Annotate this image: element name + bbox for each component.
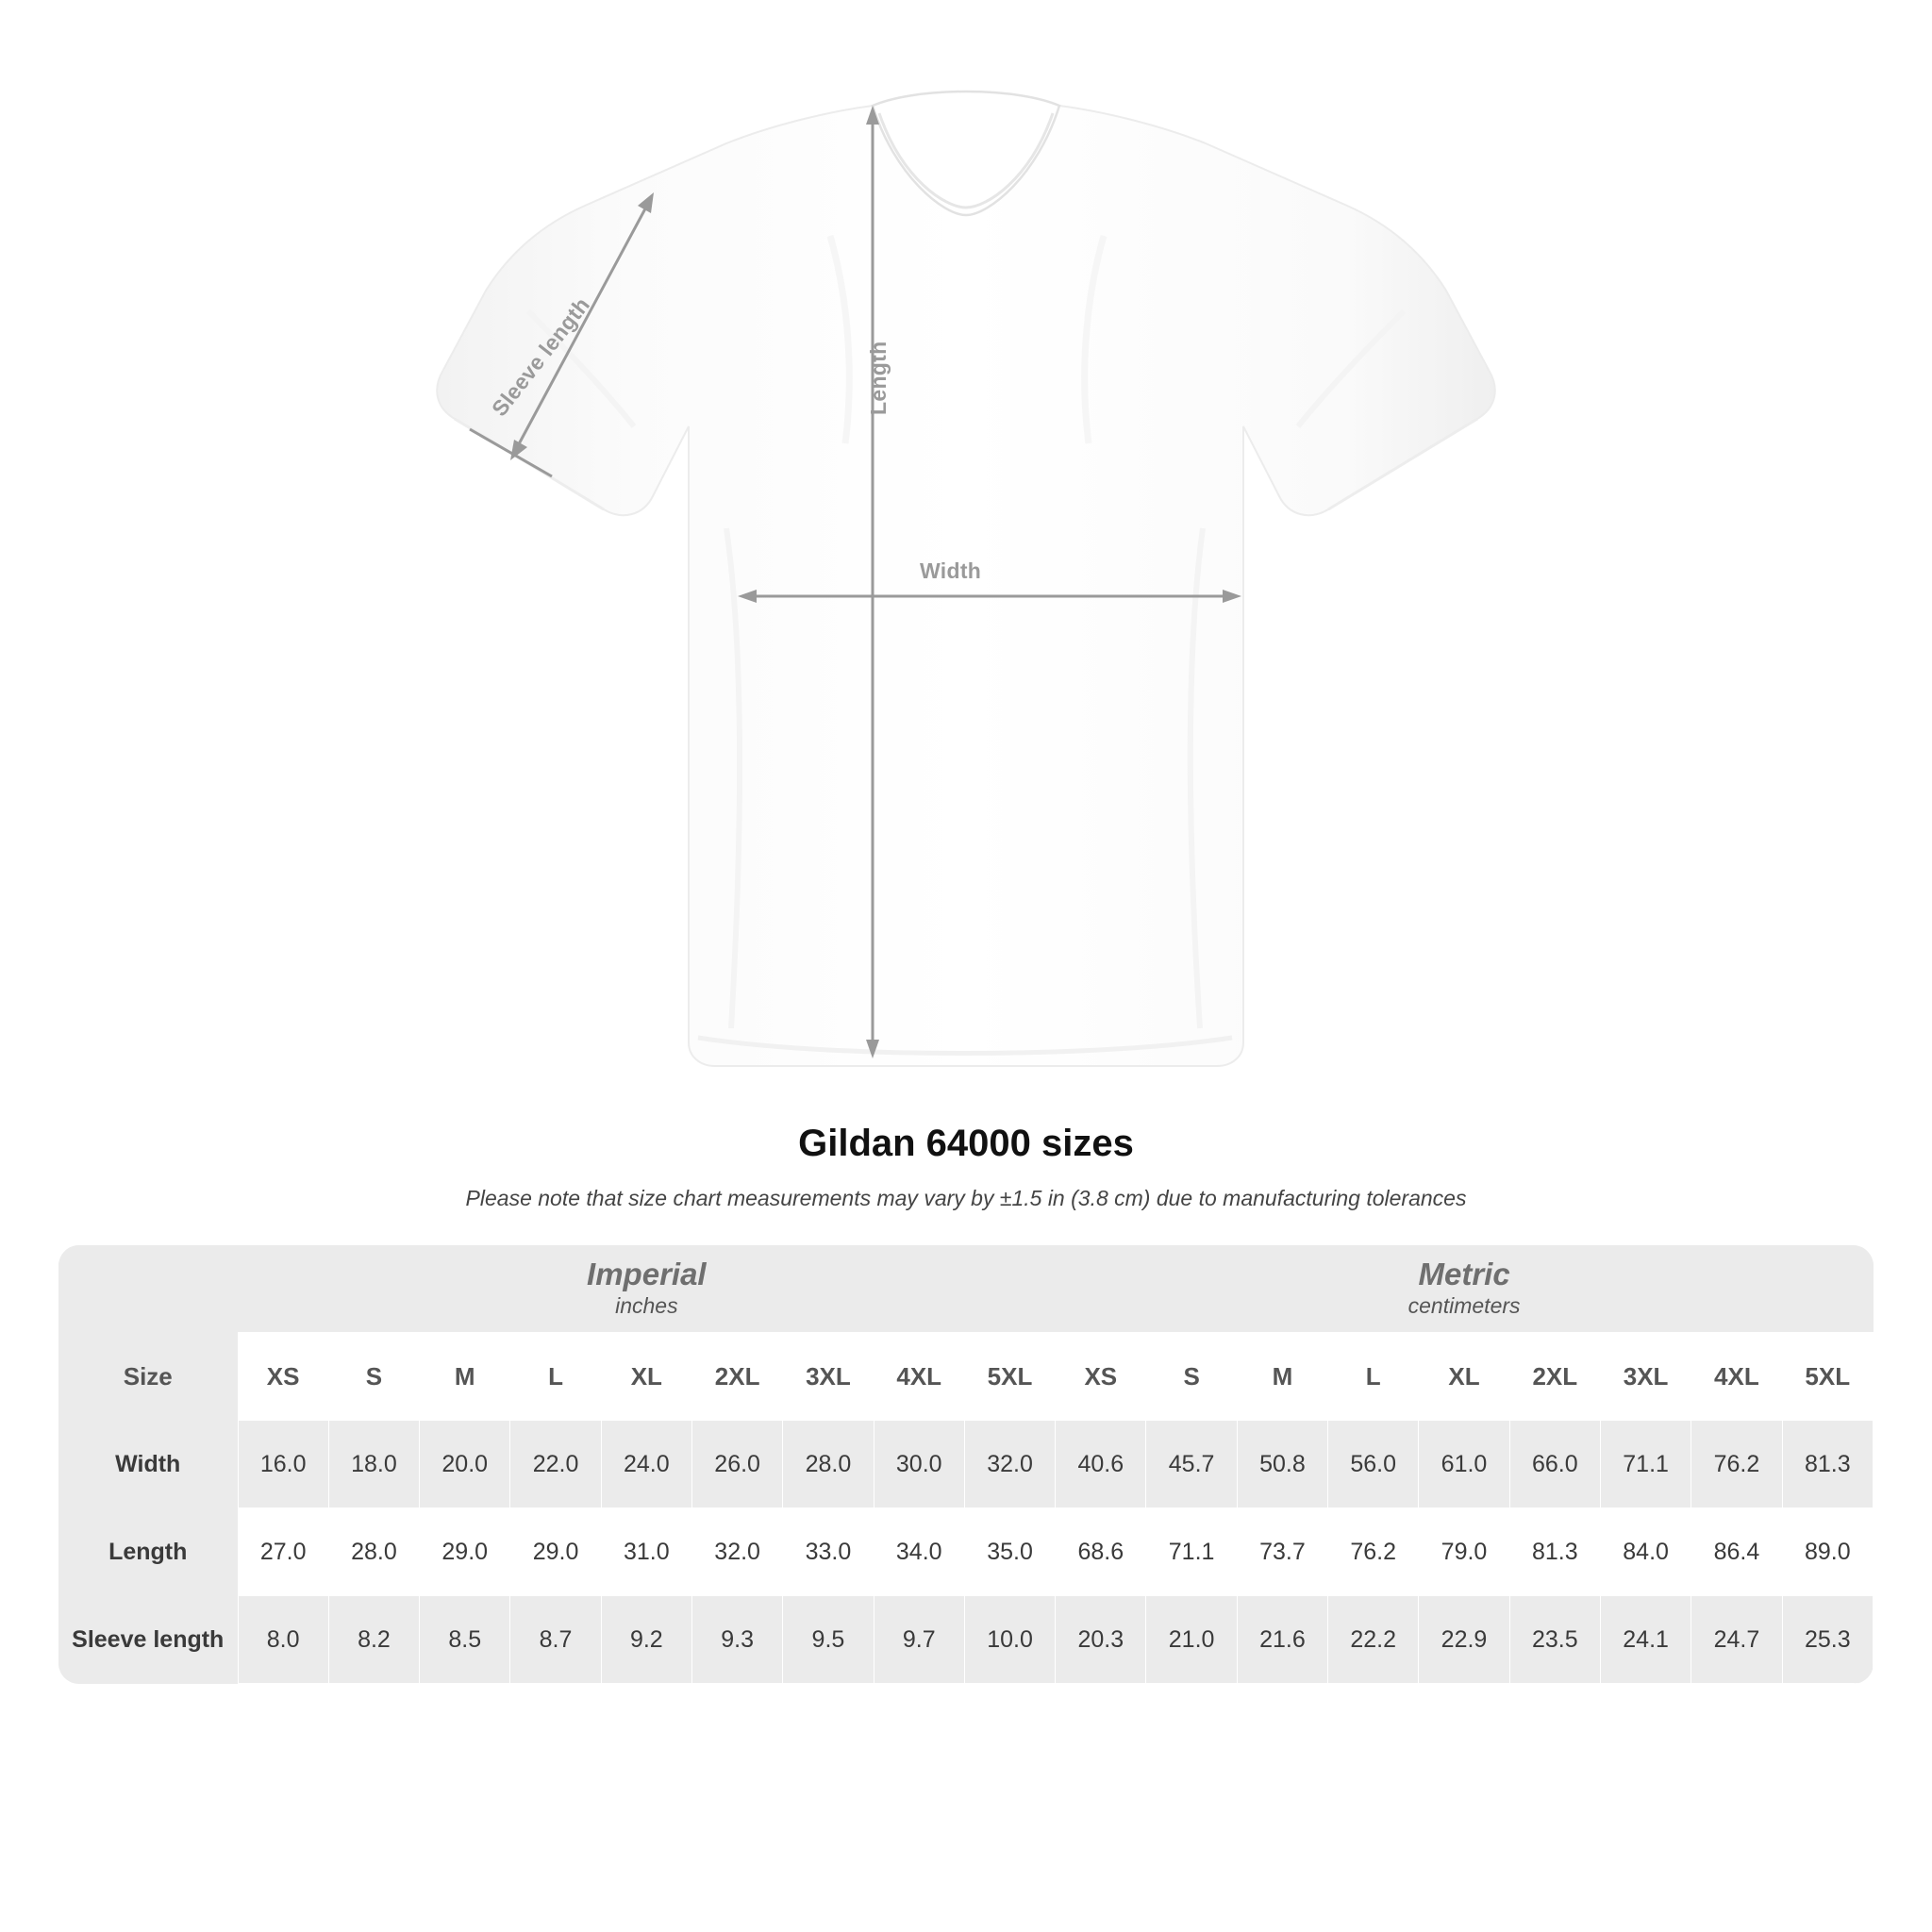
- table-cell: 26.0: [691, 1421, 782, 1508]
- title-block: [0, 1123, 1932, 1211]
- imperial-unit-label: inches: [615, 1293, 678, 1319]
- table-cell: 18.0: [328, 1421, 419, 1508]
- table-cell: 71.1: [1146, 1508, 1237, 1596]
- table-cell: 50.8: [1237, 1421, 1327, 1508]
- size-header-cell: XL: [1419, 1333, 1509, 1421]
- row-label-width: Width: [58, 1421, 238, 1508]
- imperial-header: [238, 1245, 1056, 1333]
- table-cell: 76.2: [1328, 1508, 1419, 1596]
- size-header-cell: XL: [601, 1333, 691, 1421]
- table-row: [58, 1508, 1874, 1596]
- table-cell: 8.7: [510, 1596, 601, 1684]
- table-cell: 31.0: [601, 1508, 691, 1596]
- row-label-sleeve-length: Sleeve length: [58, 1596, 238, 1684]
- unit-header-row: [58, 1245, 1874, 1333]
- size-header-cell: 3XL: [783, 1333, 874, 1421]
- size-header-cell: L: [1328, 1333, 1419, 1421]
- size-header-cell: S: [1146, 1333, 1237, 1421]
- table-cell: 30.0: [874, 1421, 964, 1508]
- table-cell: 61.0: [1419, 1421, 1509, 1508]
- table-cell: 24.1: [1600, 1596, 1690, 1684]
- table-cell: 21.0: [1146, 1596, 1237, 1684]
- table-cell: 81.3: [1509, 1508, 1600, 1596]
- size-header-cell: 5XL: [964, 1333, 1055, 1421]
- table-cell: 8.0: [238, 1596, 328, 1684]
- size-header-cell: 5XL: [1782, 1333, 1873, 1421]
- table-cell: 68.6: [1056, 1508, 1146, 1596]
- table-cell: 71.1: [1600, 1421, 1690, 1508]
- row-label-length: Length: [58, 1508, 238, 1596]
- size-header-cell: M: [1237, 1333, 1327, 1421]
- size-header-cell: 4XL: [874, 1333, 964, 1421]
- table-cell: 22.2: [1328, 1596, 1419, 1684]
- table-cell: 9.2: [601, 1596, 691, 1684]
- imperial-system-label: Imperial: [587, 1257, 707, 1292]
- table-cell: 10.0: [964, 1596, 1055, 1684]
- table-cell: 25.3: [1782, 1596, 1873, 1684]
- size-table: [58, 1245, 1874, 1684]
- size-header-cell: 3XL: [1600, 1333, 1690, 1421]
- table-cell: 84.0: [1600, 1508, 1690, 1596]
- table-cell: 79.0: [1419, 1508, 1509, 1596]
- table-cell: 32.0: [691, 1508, 782, 1596]
- size-header-row: [58, 1333, 1874, 1421]
- length-dimension-label: Length: [866, 341, 891, 415]
- table-cell: 9.7: [874, 1596, 964, 1684]
- table-corner: [58, 1245, 238, 1333]
- table-cell: 76.2: [1691, 1421, 1782, 1508]
- table-cell: 33.0: [783, 1508, 874, 1596]
- size-header-cell: L: [510, 1333, 601, 1421]
- table-cell: 29.0: [420, 1508, 510, 1596]
- table-cell: 32.0: [964, 1421, 1055, 1508]
- metric-header: [1056, 1245, 1874, 1333]
- table-cell: 21.6: [1237, 1596, 1327, 1684]
- size-header-cell: S: [328, 1333, 419, 1421]
- size-header-cell: XS: [1056, 1333, 1146, 1421]
- table-cell: 8.2: [328, 1596, 419, 1684]
- table-cell: 34.0: [874, 1508, 964, 1596]
- table-cell: 9.3: [691, 1596, 782, 1684]
- table-cell: 22.9: [1419, 1596, 1509, 1684]
- size-header-cell: XS: [238, 1333, 328, 1421]
- table-cell: 8.5: [420, 1596, 510, 1684]
- table-cell: 27.0: [238, 1508, 328, 1596]
- table-cell: 35.0: [964, 1508, 1055, 1596]
- table-cell: 29.0: [510, 1508, 601, 1596]
- size-header-cell: M: [420, 1333, 510, 1421]
- table-cell: 45.7: [1146, 1421, 1237, 1508]
- table-cell: 23.5: [1509, 1596, 1600, 1684]
- metric-unit-label: centimeters: [1407, 1293, 1521, 1319]
- metric-system-label: Metric: [1418, 1257, 1510, 1292]
- table-cell: 22.0: [510, 1421, 601, 1508]
- tolerance-note: Please note that size chart measurements may vary by ±1.5 in (3.8 cm) due to manufacturing tolerances: [465, 1186, 1467, 1210]
- size-header-cell: 4XL: [1691, 1333, 1782, 1421]
- table-cell: 9.5: [783, 1596, 874, 1684]
- table-cell: 73.7: [1237, 1508, 1327, 1596]
- table-cell: 24.0: [601, 1421, 691, 1508]
- table-cell: 24.7: [1691, 1596, 1782, 1684]
- table-cell: 16.0: [238, 1421, 328, 1508]
- size-header-cell: 2XL: [1509, 1333, 1600, 1421]
- sleeve-length-dimension-label: Sleeve length: [487, 292, 595, 422]
- page-title: Gildan 64000 sizes: [798, 1123, 1134, 1164]
- table-cell: 28.0: [783, 1421, 874, 1508]
- table-cell: 20.0: [420, 1421, 510, 1508]
- size-table-container: [58, 1245, 1874, 1684]
- table-cell: 81.3: [1782, 1421, 1873, 1508]
- size-header-label: Size: [58, 1333, 238, 1421]
- table-cell: 89.0: [1782, 1508, 1873, 1596]
- table-cell: 86.4: [1691, 1508, 1782, 1596]
- table-cell: 28.0: [328, 1508, 419, 1596]
- table-cell: 20.3: [1056, 1596, 1146, 1684]
- table-cell: 56.0: [1328, 1421, 1419, 1508]
- size-header-cell: 2XL: [691, 1333, 782, 1421]
- table-row: [58, 1421, 1874, 1508]
- table-cell: 40.6: [1056, 1421, 1146, 1508]
- width-dimension-label: Width: [920, 558, 982, 583]
- table-row: [58, 1596, 1874, 1684]
- table-cell: 66.0: [1509, 1421, 1600, 1508]
